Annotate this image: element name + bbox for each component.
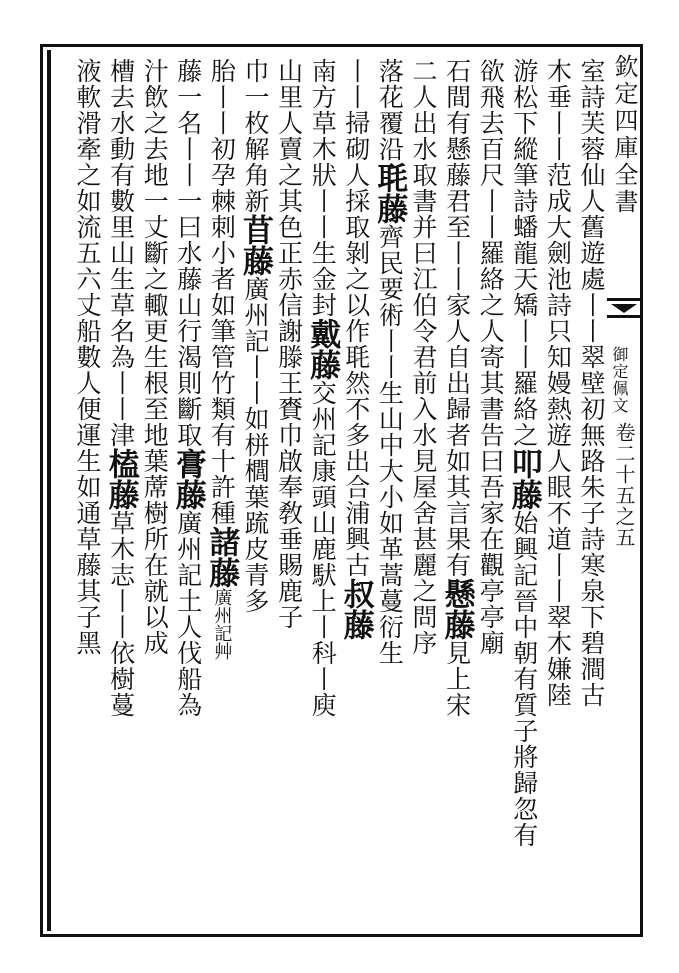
fish-tail-marker xyxy=(607,298,641,318)
headword: 叩藤 xyxy=(505,448,542,510)
text-segment: 廣州記土人伐船為 xyxy=(173,510,203,718)
text-column xyxy=(169,58,206,718)
page-margin-strip xyxy=(607,46,641,934)
headword: 戴藤 xyxy=(304,318,341,380)
text-segment: 交州記康頭山鹿䭾上丨科丨庾 xyxy=(308,380,338,718)
text-column xyxy=(273,58,305,630)
text-column xyxy=(203,58,240,660)
text-segment: 廣州記丨丨如栟櫚葉䟽皮青多 xyxy=(241,276,270,614)
text-segment: 游松下縱筆詩蟠龍天矯 xyxy=(509,58,539,318)
text-column xyxy=(407,58,439,656)
volume-label: 卷二十五之五 xyxy=(612,422,636,548)
text-segment: 欲飛去百尺丨丨 xyxy=(476,58,506,240)
text-segment: 汁飲之去地一丈斷之輙更生根至地 xyxy=(140,58,170,448)
text-column xyxy=(102,58,139,718)
text-column xyxy=(371,58,408,666)
text-segment: 齊民要術丨丨生山中大小如革蒿蔓衍生 xyxy=(375,224,405,666)
text-column xyxy=(541,58,573,708)
text-segment: 南方草木狀丨丨生金封 xyxy=(308,58,338,318)
text-segment: 丨丨掃砌 xyxy=(341,58,371,162)
text-column xyxy=(505,58,542,848)
text-segment: 生如通草藤其子黑 xyxy=(73,448,102,656)
text-segment: 槽去水動有數里山生草名為丨丨津 xyxy=(106,58,136,448)
text-column xyxy=(239,58,271,614)
text-column xyxy=(71,58,103,656)
text-segment: 石間有懸藤君至丨丨家人自出歸者如其言果有 xyxy=(442,58,472,578)
book-title: 欽定四庫全書 xyxy=(610,54,638,216)
text-segment: 人寄其書告曰吾家在觀亭亭廟 xyxy=(476,318,506,656)
headword: 毦藤 xyxy=(371,162,408,224)
text-segment: 室詩芙蓉仙人舊遊處丨丨翠壁初無路朱子詩寒泉下碧澗古 xyxy=(577,58,606,708)
headword: 諸藤 xyxy=(203,526,240,588)
text-segment: 棘刺小者如筆管竹類有十許種 xyxy=(207,188,237,526)
section-title: 御定佩文 xyxy=(610,346,629,414)
text-segment: 液軟滑牽之如流五六丈船數人便運 xyxy=(73,58,102,448)
text-segment: 始興記晉中朝有質子將歸忽有 xyxy=(509,510,539,848)
headword: 懸藤 xyxy=(438,578,475,640)
text-segment: 信謝滕王賚巾啟奉敎垂賜鹿子 xyxy=(274,292,304,630)
text-segment: 羅絡之 xyxy=(476,240,506,318)
text-column xyxy=(304,58,341,718)
headword: 苜藤 xyxy=(237,214,273,276)
text-segment: 草木志丨丨依樹蔓 xyxy=(106,510,136,718)
text-segment: 二人出水取書并曰江伯令君前入水見屋舍甚麗 xyxy=(409,58,438,578)
text-column xyxy=(138,58,170,656)
headword: 膏藤 xyxy=(169,448,206,510)
headword: 叔藤 xyxy=(337,578,374,640)
text-column xyxy=(575,58,607,708)
text-segment: 人採取剝之以作毦然不多出合浦興古 xyxy=(341,162,371,578)
text-column xyxy=(438,58,475,718)
text-segment: 巾一枚解角新 xyxy=(241,58,270,214)
text-column xyxy=(337,58,374,640)
text-segment: 丨丨 xyxy=(509,318,539,370)
text-segment: 胎丨丨初孕 xyxy=(207,58,237,188)
text-segment: 葉蓆樹所在就以成 xyxy=(140,448,170,656)
text-segment: 廣州記艸 xyxy=(211,588,233,660)
text-segment: 山里人賣之其色正赤 xyxy=(274,58,304,292)
text-segment: 木垂丨丨范成大劍池詩只知嫚熱遊人眼不道丨丨翠木嫌陸 xyxy=(543,58,573,708)
inner-border-rule xyxy=(47,50,51,931)
text-segment: 藤一名丨丨一曰水藤山行渴則斷取 xyxy=(173,58,203,448)
text-segment: 羅絡之 xyxy=(509,370,539,448)
headword: 榼藤 xyxy=(102,448,139,510)
text-segment: 落花覆沿 xyxy=(375,58,405,162)
text-column xyxy=(474,58,506,656)
text-segment: 之問序 xyxy=(409,578,438,656)
text-segment: 見上宋 xyxy=(442,640,472,718)
